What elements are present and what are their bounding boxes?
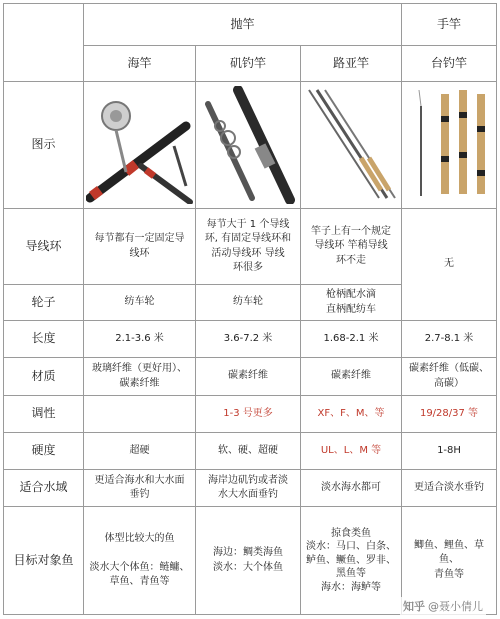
watermark-author: @聂小倩儿: [428, 600, 483, 613]
material-lure: 碳素纤维: [331, 370, 371, 382]
row-label-reel: 轮子: [31, 294, 56, 309]
hardness-lure: UL、L、M 等: [320, 444, 382, 456]
water-machine: 海岸边矶钓或者淡 水大水面垂钓: [208, 474, 288, 500]
lure-rod-image: [303, 86, 399, 204]
material-platform: 碳素纤维（低碳、 高碳）: [409, 363, 489, 389]
water-sea: 更适合海水和大水面 垂钓: [94, 474, 185, 500]
action-platform: 19/28/37 等: [419, 407, 479, 419]
material-machine: 碳素纤维: [228, 370, 268, 382]
row-label-length: 长度: [31, 331, 56, 346]
reel-sea: 纺车轮: [124, 296, 155, 308]
header-hand-rod: 手竿: [436, 16, 461, 31]
row-label-target-fish: 目标对象鱼: [13, 552, 74, 567]
row-label-guide-rings: 导线环: [25, 238, 62, 253]
column-machine-rod: 矶钓竿: [229, 55, 266, 70]
header-cast-rod: 抛竿: [230, 16, 255, 31]
reel-lure: 枪柄配水滴 直柄配纺车: [326, 289, 376, 315]
grid-line: [496, 3, 497, 615]
machine-rod-image: [198, 86, 298, 204]
action-machine: 1-3 号更多: [223, 407, 273, 419]
water-platform: 更适合淡水垂钓: [414, 481, 484, 493]
material-sea: 玻璃纤维（更好用）、 碳素纤维: [92, 363, 187, 389]
length-machine: 3.6-7.2 米: [223, 332, 273, 344]
column-sea-rod: 海竿: [127, 55, 152, 70]
guide-rings-platform: 无: [444, 258, 454, 270]
target-platform: 鲫鱼、鲤鱼、草鱼、 青鱼等: [414, 539, 484, 580]
guide-rings-sea: 每节都有一定固定导 线环: [94, 233, 185, 259]
platform-rod-image: [405, 86, 494, 204]
row-label-action: 调性: [31, 406, 56, 421]
row-label-hardness: 硬度: [31, 443, 56, 458]
hardness-machine: 软、硬、超硬: [218, 444, 278, 456]
target-sea: 体型比较大的鱼 淡水大个体鱼：鲢鳙、 草鱼、青鱼等: [89, 532, 190, 587]
length-platform: 2.7-8.1 米: [424, 332, 474, 344]
reel-machine: 纺车轮: [233, 296, 263, 308]
sea-rod-image: [86, 86, 193, 204]
guide-rings-lure: 竿子上有一个规定 导线环 竿稍导线 环不走: [311, 225, 391, 266]
row-label-water: 适合水域: [19, 480, 68, 495]
action-lure: XF、F、M、等: [317, 407, 385, 419]
row-label-illustration: 图示: [31, 137, 56, 152]
action-sea: [84, 396, 195, 432]
water-lure: 淡水海水都可: [321, 481, 381, 493]
watermark: [400, 597, 486, 615]
length-lure: 1.68-2.1 米: [323, 332, 379, 344]
column-platform-rod: 台钓竿: [430, 55, 467, 70]
target-lure: 掠食类鱼 淡水：马口、白条、 鲈鱼、鳜鱼、罗非、 黑鱼等 海水：海鲈等: [306, 527, 396, 593]
guide-rings-machine: 每节大于 1 个导线 环, 有固定导线环和 活动导线环 导线 环很多: [204, 218, 292, 273]
length-sea: 2.1-3.6 米: [115, 332, 164, 344]
hardness-platform: 1-8H: [437, 444, 461, 456]
target-machine: 海边：鲷类海鱼 淡水：大个体鱼: [213, 547, 283, 573]
watermark-brand: 知乎: [403, 600, 425, 613]
hardness-sea: 超硬: [129, 444, 150, 456]
column-lure-rod: 路亚竿: [332, 55, 369, 70]
row-label-material: 材质: [31, 368, 56, 383]
